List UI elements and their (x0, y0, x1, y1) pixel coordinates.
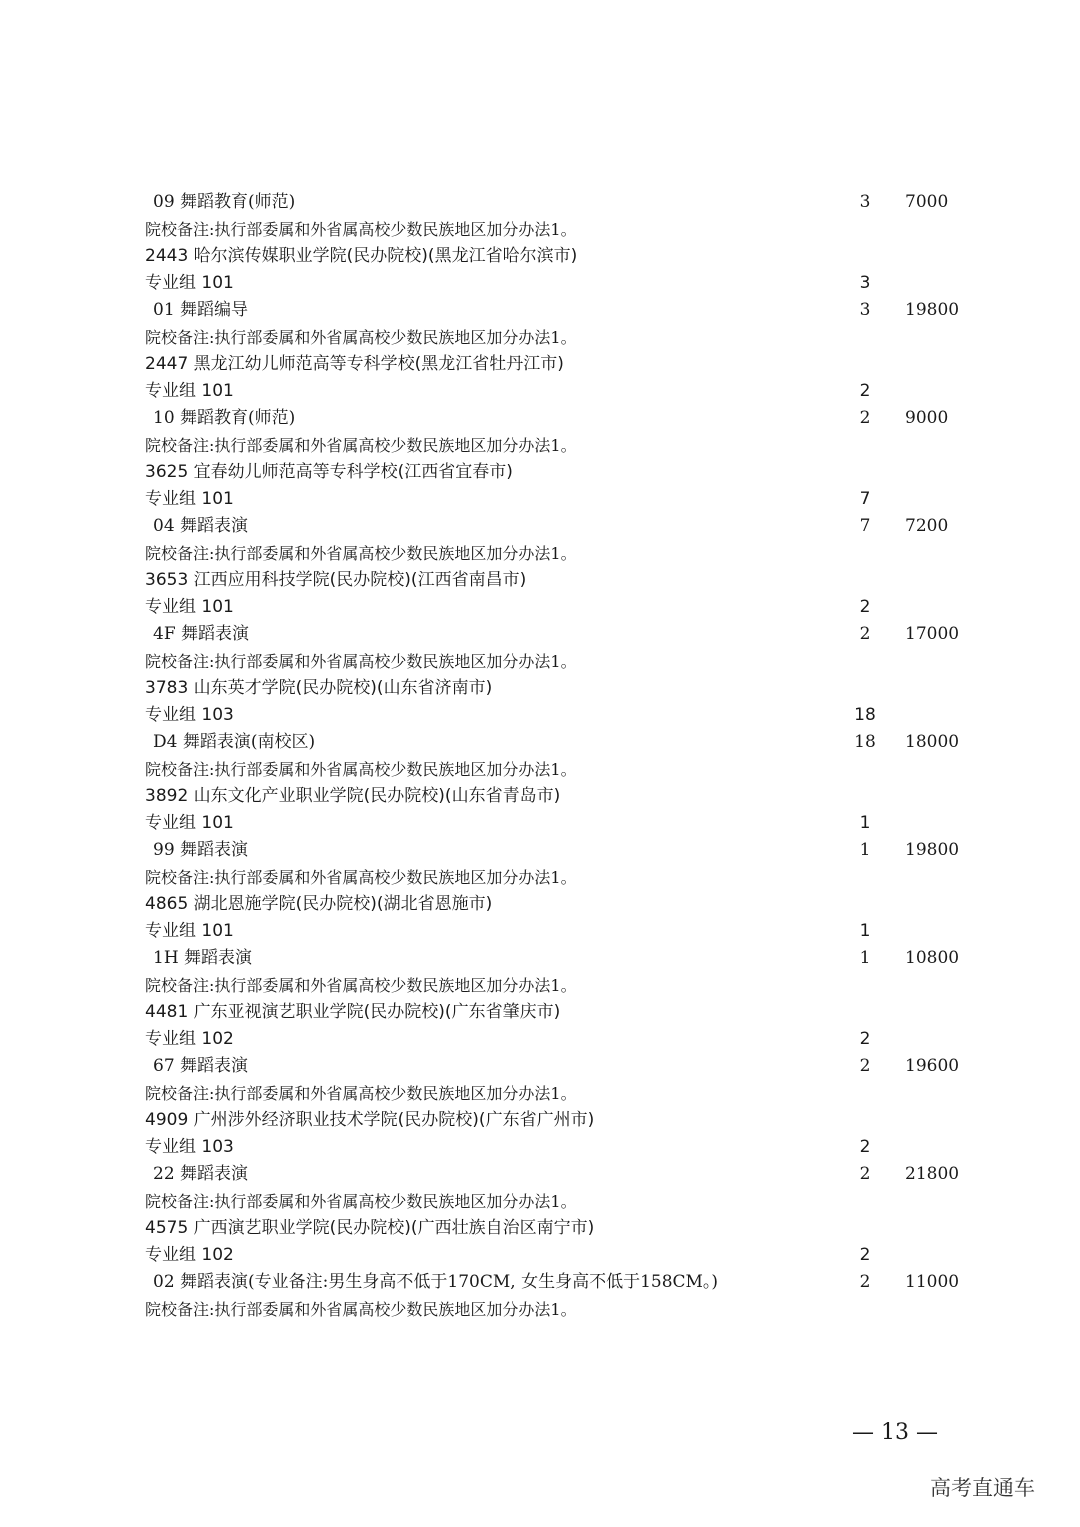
group-line (0, 702, 1080, 729)
tuition-fee: 21800 (905, 1164, 960, 1184)
tuition-fee: 19800 (905, 300, 960, 320)
group-line (0, 810, 1080, 837)
major-name: 01 舞蹈编导 (153, 300, 249, 320)
school-note: 院校备注:执行部委属和外省属高校少数民族地区加分办法1。 (145, 220, 577, 239)
school-note: 院校备注:执行部委属和外省属高校少数民族地区加分办法1。 (145, 652, 577, 671)
group-name: 专业组 101 (145, 381, 234, 401)
major-name: 10 舞蹈教育(师范) (153, 408, 296, 428)
note-line (0, 540, 1080, 567)
major-line (0, 945, 1080, 972)
group-line (0, 1026, 1080, 1053)
plan-count: 3 (859, 300, 871, 320)
group-name: 专业组 101 (145, 489, 234, 509)
page-number: — 13 — (852, 1420, 938, 1445)
plan-count: 18 (854, 732, 876, 752)
school-name: 2447 黑龙江幼儿师范高等专科学校(黑龙江省牡丹江市) (145, 354, 564, 374)
note-line (0, 324, 1080, 351)
plan-count: 1 (859, 921, 871, 941)
major-name: 4F 舞蹈表演 (153, 624, 250, 644)
tuition-fee: 7000 (905, 192, 949, 212)
note-line (0, 1296, 1080, 1323)
plan-count: 2 (859, 597, 871, 617)
school-name: 4865 湖北恩施学院(民办院校)(湖北省恩施市) (145, 894, 493, 914)
plan-count: 2 (859, 624, 871, 644)
school-note: 院校备注:执行部委属和外省属高校少数民族地区加分办法1。 (145, 544, 577, 563)
major-name: D4 舞蹈表演(南校区) (153, 732, 316, 752)
major-name: 22 舞蹈表演 (153, 1164, 249, 1184)
major-line (0, 621, 1080, 648)
tuition-fee: 10800 (905, 948, 960, 968)
watermark-text: 高考直通车 (930, 1476, 1035, 1500)
plan-count: 2 (859, 1164, 871, 1184)
tuition-fee: 7200 (905, 516, 949, 536)
major-line (0, 1053, 1080, 1080)
group-line (0, 270, 1080, 297)
major-name: 02 舞蹈表演(专业备注:男生身高不低于170CM, 女生身高不低于158CM。) (153, 1272, 719, 1292)
plan-count: 1 (859, 840, 871, 860)
school-name: 3783 山东英才学院(民办院校)(山东省济南市) (145, 678, 493, 698)
plan-count: 2 (859, 381, 871, 401)
plan-count: 2 (859, 1137, 871, 1157)
group-name: 专业组 102 (145, 1029, 234, 1049)
note-line (0, 216, 1080, 243)
plan-count: 7 (859, 489, 871, 509)
school-name: 3625 宜春幼儿师范高等专科学校(江西省宜春市) (145, 462, 513, 482)
note-line (0, 648, 1080, 675)
school-note: 院校备注:执行部委属和外省属高校少数民族地区加分办法1。 (145, 328, 577, 347)
school-line (0, 243, 1080, 270)
school-note: 院校备注:执行部委属和外省属高校少数民族地区加分办法1。 (145, 1300, 577, 1319)
school-note: 院校备注:执行部委属和外省属高校少数民族地区加分办法1。 (145, 436, 577, 455)
tuition-fee: 11000 (905, 1272, 960, 1292)
note-line (0, 1080, 1080, 1107)
note-line (0, 756, 1080, 783)
major-line (0, 405, 1080, 432)
school-line (0, 1107, 1080, 1134)
plan-count: 3 (859, 192, 871, 212)
plan-count: 3 (859, 273, 871, 293)
note-line (0, 432, 1080, 459)
group-line (0, 1134, 1080, 1161)
school-line (0, 675, 1080, 702)
major-name: 67 舞蹈表演 (153, 1056, 249, 1076)
group-line (0, 486, 1080, 513)
school-line (0, 459, 1080, 486)
school-name: 3892 山东文化产业职业学院(民办院校)(山东省青岛市) (145, 786, 561, 806)
tuition-fee: 19600 (905, 1056, 960, 1076)
school-note: 院校备注:执行部委属和外省属高校少数民族地区加分办法1。 (145, 760, 577, 779)
major-name: 1H 舞蹈表演 (153, 948, 253, 968)
major-line (0, 729, 1080, 756)
group-line (0, 1242, 1080, 1269)
tuition-fee: 17000 (905, 624, 960, 644)
tuition-fee: 19800 (905, 840, 960, 860)
school-note: 院校备注:执行部委属和外省属高校少数民族地区加分办法1。 (145, 976, 577, 995)
major-name: 99 舞蹈表演 (153, 840, 249, 860)
school-line (0, 783, 1080, 810)
group-name: 专业组 103 (145, 1137, 234, 1157)
school-name: 2443 哈尔滨传媒职业学院(民办院校)(黑龙江省哈尔滨市) (145, 246, 578, 266)
plan-count: 1 (859, 813, 871, 833)
group-name: 专业组 101 (145, 921, 234, 941)
school-name: 4575 广西演艺职业学院(民办院校)(广西壮族自治区南宁市) (145, 1218, 595, 1238)
plan-count: 2 (859, 408, 871, 428)
plan-count: 2 (859, 1245, 871, 1265)
major-name: 09 舞蹈教育(师范) (153, 192, 296, 212)
plan-count: 7 (859, 516, 871, 536)
school-line (0, 891, 1080, 918)
school-name: 3653 江西应用科技学院(民办院校)(江西省南昌市) (145, 570, 527, 590)
school-line (0, 999, 1080, 1026)
group-line (0, 378, 1080, 405)
note-line (0, 864, 1080, 891)
plan-count: 2 (859, 1272, 871, 1292)
group-name: 专业组 101 (145, 813, 234, 833)
plan-count: 2 (859, 1029, 871, 1049)
note-line (0, 1188, 1080, 1215)
school-note: 院校备注:执行部委属和外省属高校少数民族地区加分办法1。 (145, 1192, 577, 1211)
school-name: 4909 广州涉外经济职业技术学院(民办院校)(广东省广州市) (145, 1110, 595, 1130)
major-line (0, 513, 1080, 540)
group-name: 专业组 103 (145, 705, 234, 725)
group-name: 专业组 101 (145, 597, 234, 617)
major-line (0, 297, 1080, 324)
major-line (0, 1269, 1080, 1296)
school-note: 院校备注:执行部委属和外省属高校少数民族地区加分办法1。 (145, 1084, 577, 1103)
major-line (0, 837, 1080, 864)
group-line (0, 918, 1080, 945)
group-line (0, 594, 1080, 621)
major-line (0, 189, 1080, 216)
school-line (0, 567, 1080, 594)
school-name: 4481 广东亚视演艺职业学院(民办院校)(广东省肇庆市) (145, 1002, 561, 1022)
group-name: 专业组 101 (145, 273, 234, 293)
school-note: 院校备注:执行部委属和外省属高校少数民族地区加分办法1。 (145, 868, 577, 887)
school-line (0, 1215, 1080, 1242)
major-line (0, 1161, 1080, 1188)
plan-count: 18 (854, 705, 876, 725)
plan-count: 1 (859, 948, 871, 968)
group-name: 专业组 102 (145, 1245, 234, 1265)
school-line (0, 351, 1080, 378)
tuition-fee: 18000 (905, 732, 960, 752)
tuition-fee: 9000 (905, 408, 949, 428)
plan-count: 2 (859, 1056, 871, 1076)
note-line (0, 972, 1080, 999)
major-name: 04 舞蹈表演 (153, 516, 249, 536)
